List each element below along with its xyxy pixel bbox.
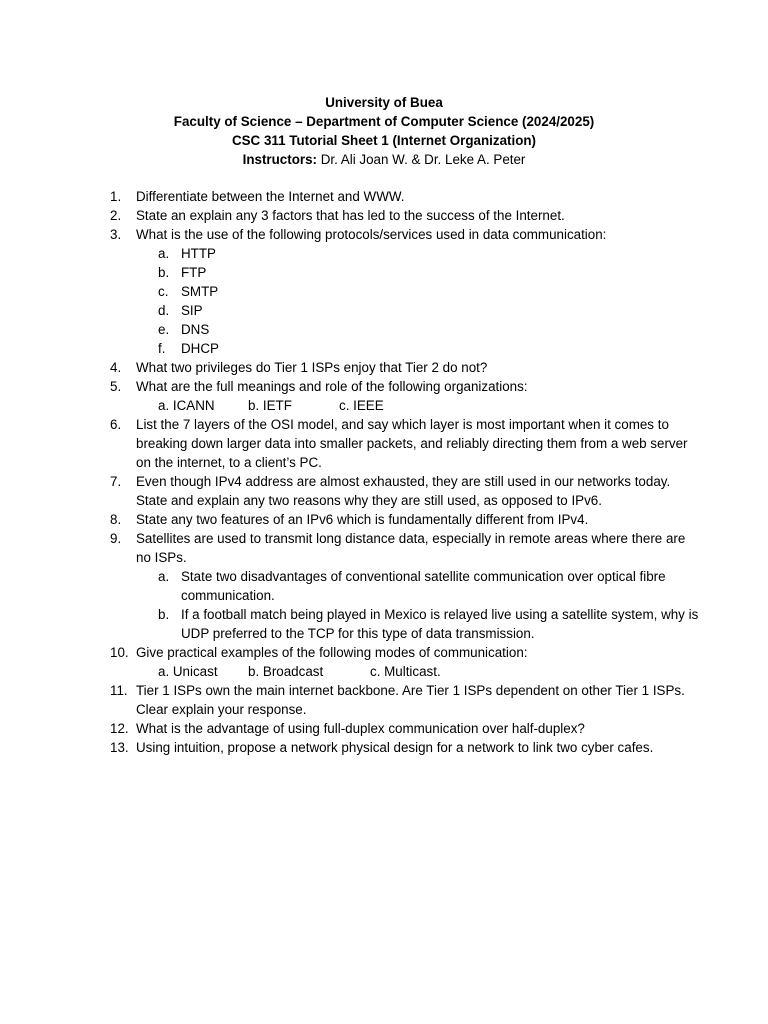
- question-2: [110, 206, 700, 225]
- inline-option: b. IETF: [248, 398, 292, 413]
- question-text: Satellites are used to transmit long distance data, especially in remote areas where there are no ISPs.: [136, 531, 686, 565]
- question-3: [110, 225, 700, 244]
- university-name: University of Buea: [325, 95, 443, 110]
- question-6: [110, 415, 700, 472]
- question-number: 6.: [110, 417, 122, 432]
- question-7: [110, 472, 700, 510]
- question-number: 12.: [110, 721, 129, 736]
- sub-text: FTP: [181, 265, 207, 280]
- question-text: Tier 1 ISPs own the main internet backbone. Are Tier 1 ISPs dependent on other Tier 1 ISPs. Clear explain your response.: [136, 683, 685, 717]
- sub-item: [110, 567, 700, 605]
- question-text: List the 7 layers of the OSI model, and say which layer is most important when it comes to breaking down larger data into smaller packets, and reliably directing them from a web server on the internet, to a client’s PC.: [136, 417, 688, 470]
- sub-letter: e.: [158, 322, 170, 337]
- sub-item: [110, 339, 700, 358]
- instructors-names: Dr. Ali Joan W. & Dr. Leke A. Peter: [317, 152, 526, 167]
- document-header: [0, 93, 768, 169]
- question-number: 3.: [110, 227, 122, 242]
- question-10: [110, 643, 700, 662]
- question-8: [110, 510, 700, 529]
- sub-item: [110, 320, 700, 339]
- question-text: What is the use of the following protocols/services used in data communication:: [136, 227, 607, 242]
- sub-text: SMTP: [181, 284, 219, 299]
- question-number: 2.: [110, 208, 122, 223]
- sub-text: SIP: [181, 303, 203, 318]
- question-text: Even though IPv4 address are almost exhausted, they are still used in our networks today. State and explain any two reasons why they are still used, as opposed to IPv6.: [136, 474, 671, 508]
- sub-letter: b.: [158, 607, 170, 622]
- sub-text: DNS: [181, 322, 210, 337]
- question-number: 8.: [110, 512, 122, 527]
- question-1: [110, 187, 700, 206]
- question-number: 11.: [110, 683, 128, 698]
- question-4: [110, 358, 700, 377]
- instructors-label: Instructors:: [242, 152, 317, 167]
- sub-text: DHCP: [181, 341, 219, 356]
- question-text: Give practical examples of the following modes of communication:: [136, 645, 528, 660]
- inline-option: a. Unicast: [158, 664, 218, 679]
- instructors-line: [0, 150, 768, 169]
- sub-text: State two disadvantages of conventional satellite communication over optical fibre communication.: [181, 569, 666, 603]
- sub-letter: a.: [158, 246, 170, 261]
- question-text: What are the full meanings and role of the following organizations:: [136, 379, 528, 394]
- question-number: 4.: [110, 360, 122, 375]
- sub-item: [110, 282, 700, 301]
- question-12: [110, 719, 700, 738]
- sub-text: If a football match being played in Mexico is relayed live using a satellite system, why is UDP preferred to the TCP for this type of data transmission.: [181, 607, 699, 641]
- question-number: 13.: [110, 740, 129, 755]
- inline-option: c. IEEE: [339, 398, 384, 413]
- question-number: 10.: [110, 645, 129, 660]
- inline-option: b. Broadcast: [248, 664, 324, 679]
- sub-letter: d.: [158, 303, 170, 318]
- question-text: Using intuition, propose a network physical design for a network to link two cyber cafes.: [136, 740, 654, 755]
- sub-item: [110, 301, 700, 320]
- question-number: 5.: [110, 379, 122, 394]
- question-5: [110, 377, 700, 396]
- sub-letter: b.: [158, 265, 170, 280]
- sub-item: [110, 605, 700, 643]
- inline-option: c. Multicast.: [370, 664, 441, 679]
- sub-item: [110, 263, 700, 282]
- course-title: CSC 311 Tutorial Sheet 1 (Internet Organization): [231, 133, 537, 148]
- question-text: State an explain any 3 factors that has led to the success of the Internet.: [136, 208, 565, 223]
- question-number: 7.: [110, 474, 122, 489]
- question-text: What two privileges do Tier 1 ISPs enjoy that Tier 2 do not?: [136, 360, 488, 375]
- question-text: State any two features of an IPv6 which is fundamentally different from IPv4.: [136, 512, 589, 527]
- question-text: What is the advantage of using full-duplex communication over half-duplex?: [136, 721, 585, 736]
- inline-options-row: [110, 396, 700, 415]
- question-list: [110, 187, 700, 757]
- question-number: 9.: [110, 531, 122, 546]
- question-13: [110, 738, 700, 757]
- question-number: 1.: [110, 189, 122, 204]
- sub-text: HTTP: [181, 246, 216, 261]
- question-11: [110, 681, 700, 719]
- question-9: [110, 529, 700, 567]
- inline-option: a. ICANN: [158, 398, 215, 413]
- sub-letter: f.: [158, 341, 166, 356]
- inline-options-row: [110, 662, 700, 681]
- faculty-department: Faculty of Science – Department of Computer Science (2024/2025): [173, 114, 595, 129]
- question-text: Differentiate between the Internet and WWW.: [136, 189, 405, 204]
- sub-item: [110, 244, 700, 263]
- sub-letter: c.: [158, 284, 169, 299]
- sub-letter: a.: [158, 569, 170, 584]
